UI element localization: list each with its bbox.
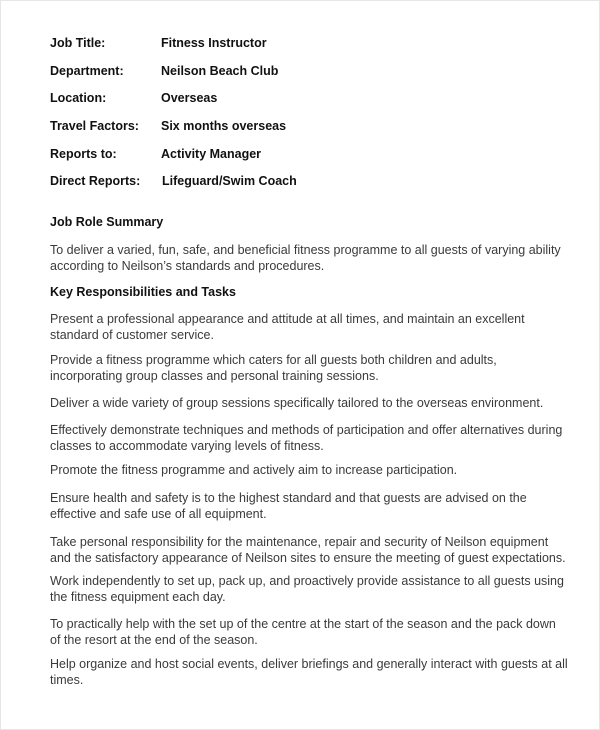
responsibility-item: Deliver a wide variety of group sessions specifically tailored to the overseas environment.	[50, 396, 544, 410]
detail-value: Lifeguard/Swim Coach	[162, 174, 297, 188]
responsibility-item: Help organize and host social events, deliver briefings and generally interact with guests at all times.	[50, 657, 568, 687]
detail-label: Department:	[50, 64, 124, 78]
detail-label: Job Title:	[50, 36, 106, 50]
detail-label: Direct Reports:	[50, 174, 141, 188]
summary-heading: Job Role Summary	[50, 215, 164, 229]
detail-value: Six months overseas	[161, 119, 287, 133]
detail-value: Neilson Beach Club	[161, 64, 279, 78]
summary-text: To deliver a varied, fun, safe, and beneficial fitness programme to all guests of varying ability according to Neilson’s standards and procedures.	[50, 243, 561, 273]
detail-label: Location:	[50, 91, 107, 105]
detail-value: Activity Manager	[161, 147, 262, 161]
responsibility-item: Work independently to set up, pack up, and proactively provide assistance to all guests using the fitness equipment each day.	[50, 574, 564, 604]
responsibility-item: Ensure health and safety is to the highest standard and that guests are advised on the effective and safe use of all equipment.	[50, 491, 527, 521]
responsibility-item: Effectively demonstrate techniques and methods of participation and offer alternatives during classes to accommodate varying levels of fitness.	[50, 423, 563, 453]
responsibilities-heading: Key Responsibilities and Tasks	[50, 285, 236, 299]
responsibility-item: To practically help with the set up of the centre at the start of the season and the pack down of the resort at the end of the season.	[50, 617, 556, 647]
detail-value: Fitness Instructor	[161, 36, 267, 50]
responsibility-item: Provide a fitness programme which caters for all guests both children and adults, incorporating group classes and personal training sessions.	[50, 353, 497, 383]
detail-label: Travel Factors:	[50, 119, 139, 133]
detail-value: Overseas	[161, 91, 218, 105]
responsibility-item: Take personal responsibility for the maintenance, repair and security of Neilson equipment and the satisfactory appearance of Neilson sites to ensure the meeting of guest expectations.	[50, 535, 566, 565]
responsibility-item: Promote the fitness programme and actively aim to increase participation.	[50, 463, 458, 477]
detail-label: Reports to:	[50, 147, 117, 161]
responsibility-item: Present a professional appearance and attitude at all times, and maintain an excellent standard of customer service.	[50, 312, 525, 342]
